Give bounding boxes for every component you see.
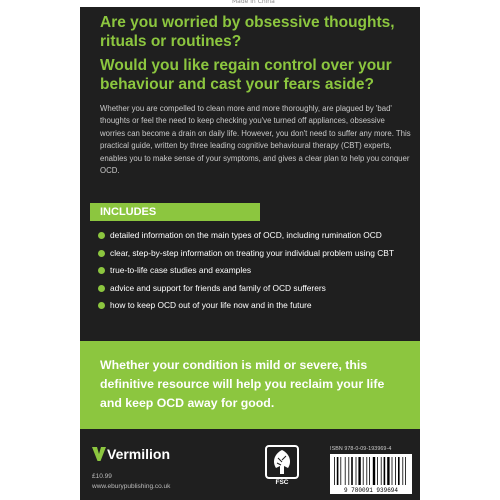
top-strip [80, 0, 420, 7]
list-item-text: detailed information on the main types of OCD, including rumination OCD [110, 230, 382, 240]
includes-list [98, 230, 413, 318]
bullet-dot-icon [98, 232, 105, 239]
fsc-label: FSC [275, 479, 289, 486]
barcode-digits: 9 780091 939694 [343, 487, 399, 494]
bullet-dot-icon [98, 285, 105, 292]
headline-question-1: Are you worried by obsessive thoughts, rituals or routines? [100, 14, 395, 50]
bullet-dot-icon [98, 250, 105, 257]
list-item-text: true-to-life case studies and examples [110, 265, 252, 275]
list-item [98, 300, 413, 312]
list-item-text: clear, step-by-step information on treating your individual problem using CBT [110, 247, 394, 258]
publisher-logo [92, 446, 170, 464]
vermilion-v-icon [92, 447, 106, 461]
price-label: £10.99 [92, 473, 112, 480]
bullet-dot-icon [98, 267, 105, 274]
list-item-text: how to keep OCD out of your life now and in the future [110, 300, 312, 310]
list-item [98, 248, 413, 260]
list-item [98, 265, 413, 277]
list-item-text: advice and support for friends and family of OCD sufferers [110, 282, 326, 293]
barcode-icon [330, 454, 412, 494]
list-item [98, 230, 413, 242]
closing-statement: Whether your condition is mild or severe, this definitive resource will help you reclaim your life and keep OCD away for good. [100, 358, 385, 410]
intro-paragraph: Whether you are compelled to clean more and more thoroughly, are plagued by 'bad' thoughts or feel the need to keep checking you've turned off appliances, obsessive worries can become a drain on daily life. However, you don't need to suffer any more. This practical guide, written by three leading cognitive behavioural therapy (CBT) experts, enables you to make sense of your symptoms, and gives a clear plan to help you conquer OCD. [100, 104, 411, 176]
includes-banner: INCLUDES [90, 203, 260, 221]
list-item [98, 283, 413, 295]
publisher-website: www.eburypublishing.co.uk [92, 483, 171, 490]
book-back-cover [80, 0, 420, 500]
made-in-label: Made in China [232, 0, 275, 5]
isbn-number: ISBN 978-0-09-193969-4 [330, 446, 392, 452]
headline-question-2: Would you like regain control over your behaviour and cast your fears aside? [100, 57, 392, 93]
publisher-name: Vermilion [107, 446, 171, 462]
closing-panel [80, 341, 420, 429]
bullet-dot-icon [98, 302, 105, 309]
